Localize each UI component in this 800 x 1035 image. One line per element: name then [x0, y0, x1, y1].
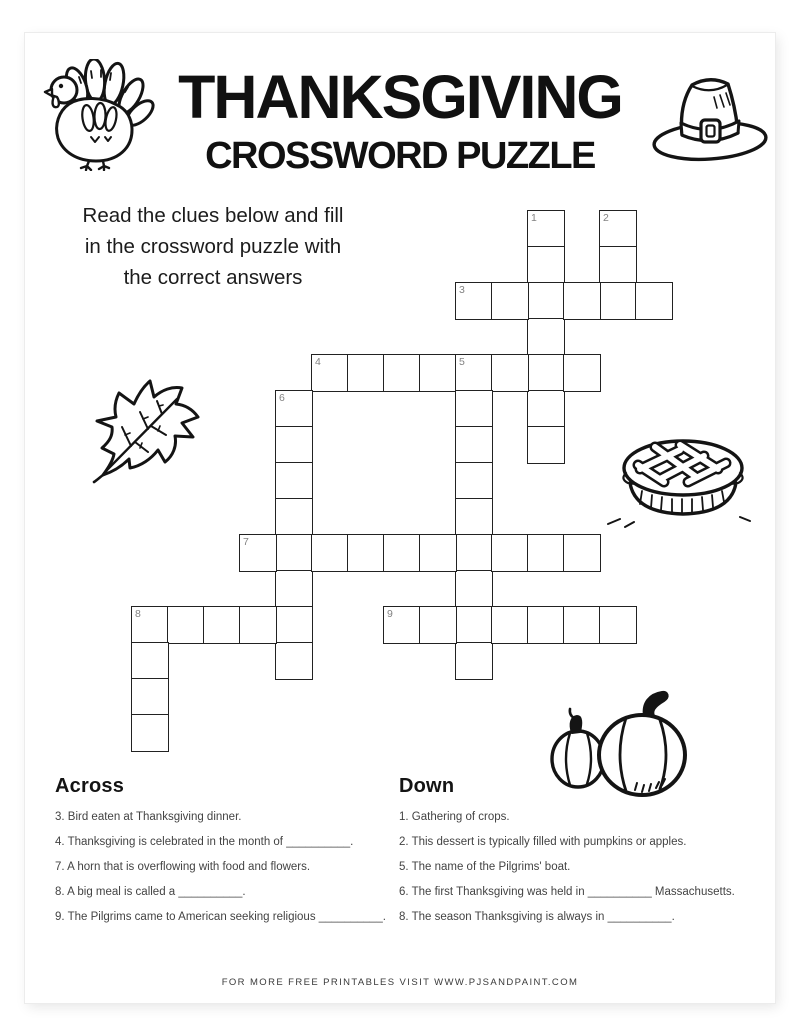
crossword-cell[interactable]	[275, 606, 313, 644]
crossword-cell[interactable]	[275, 498, 313, 536]
down-section	[399, 775, 759, 936]
crossword-cell[interactable]	[131, 606, 169, 644]
title-block	[135, 63, 665, 177]
clue-item: 5. The name of the Pilgrims' boat.	[399, 861, 571, 873]
lattice-pie-icon	[600, 425, 766, 529]
footer-text: FOR MORE FREE PRINTABLES VISIT WWW.PJSANDPAINT.COM	[221, 977, 579, 988]
crossword-cell[interactable]	[527, 426, 565, 464]
clue-number: 3	[459, 284, 465, 296]
crossword-cell[interactable]	[455, 534, 493, 572]
clue-item: 4. Thanksgiving is celebrated in the month of __________.	[55, 836, 354, 848]
crossword-cell[interactable]	[347, 354, 385, 392]
printable-page	[25, 33, 775, 1003]
crossword-cell[interactable]	[527, 354, 565, 392]
crossword-cell[interactable]	[275, 642, 313, 680]
crossword-cell[interactable]	[383, 534, 421, 572]
crossword-cell[interactable]	[347, 534, 385, 572]
page-title: THANKSGIVING	[178, 63, 622, 131]
clue-number: 7	[243, 536, 249, 548]
clue-item: 2. This dessert is typically filled with pumpkins or apples.	[399, 836, 687, 848]
clue-number: 9	[387, 608, 393, 620]
crossword-cell[interactable]	[203, 606, 241, 644]
crossword-cell[interactable]	[563, 282, 601, 320]
crossword-cell[interactable]	[239, 534, 277, 572]
crossword-cell[interactable]	[635, 282, 673, 320]
pilgrim-hat-icon	[648, 73, 772, 171]
crossword-cell[interactable]	[527, 282, 565, 320]
crossword-cell[interactable]	[419, 534, 457, 572]
across-section	[55, 775, 390, 936]
crossword-cell[interactable]	[599, 210, 637, 248]
crossword-cell[interactable]	[527, 318, 565, 356]
crossword-cell[interactable]	[239, 606, 277, 644]
autumn-leaf-icon	[91, 375, 209, 485]
crossword-cell[interactable]	[275, 390, 313, 428]
across-list	[55, 811, 390, 924]
crossword-cell[interactable]	[455, 462, 493, 500]
page-subtitle: CROSSWORD PUZZLE	[205, 135, 595, 177]
clue-number: 5	[459, 356, 465, 368]
instructions-line-1: Read the clues below and fill	[82, 204, 344, 227]
clue-item: 1. Gathering of crops.	[399, 811, 510, 823]
crossword-cell[interactable]	[383, 354, 421, 392]
crossword-cell[interactable]	[455, 354, 493, 392]
crossword-cell[interactable]	[527, 534, 565, 572]
clue-item: 8. A big meal is called a __________.	[55, 886, 246, 898]
crossword-cell[interactable]	[455, 282, 493, 320]
crossword-cell[interactable]	[491, 354, 529, 392]
crossword-cell[interactable]	[563, 534, 601, 572]
crossword-cell[interactable]	[311, 534, 349, 572]
crossword-cell[interactable]	[275, 534, 313, 572]
crossword-cell[interactable]	[455, 642, 493, 680]
crossword-cell[interactable]	[419, 606, 457, 644]
clue-number: 4	[315, 356, 321, 368]
crossword-cell[interactable]	[527, 210, 565, 248]
crossword-cell[interactable]	[599, 606, 637, 644]
crossword-cell[interactable]	[131, 678, 169, 716]
down-heading: Down	[399, 775, 455, 797]
crossword-cell[interactable]	[455, 498, 493, 536]
clue-item: 9. The Pilgrims came to American seeking religious __________.	[55, 911, 386, 923]
crossword-cell[interactable]	[455, 570, 493, 608]
clue-item: 6. The first Thanksgiving was held in __________ Massachusetts.	[399, 886, 735, 898]
clue-item: 7. A horn that is overflowing with food and flowers.	[55, 861, 311, 873]
crossword-cell[interactable]	[275, 570, 313, 608]
crossword-cell[interactable]	[455, 426, 493, 464]
turkey-eye	[59, 84, 63, 88]
clue-number: 6	[279, 392, 285, 404]
crossword-cell[interactable]	[419, 354, 457, 392]
down-list	[399, 811, 759, 924]
across-heading: Across	[55, 775, 125, 797]
crossword-cell[interactable]	[527, 390, 565, 428]
crossword-cell[interactable]	[311, 354, 349, 392]
crossword-cell[interactable]	[455, 390, 493, 428]
crossword-cell[interactable]	[455, 606, 493, 644]
crossword-cell[interactable]	[275, 462, 313, 500]
clue-number: 8	[135, 608, 141, 620]
instructions-line-3: the correct answers	[123, 266, 303, 289]
crossword-cell[interactable]	[491, 606, 529, 644]
crossword-cell[interactable]	[491, 534, 529, 572]
clue-number: 2	[603, 212, 609, 224]
crossword-cell[interactable]	[599, 282, 637, 320]
crossword-cell[interactable]	[527, 246, 565, 284]
crossword-cell[interactable]	[491, 282, 529, 320]
crossword-cell[interactable]	[275, 426, 313, 464]
crossword-cell[interactable]	[131, 642, 169, 680]
crossword-cell[interactable]	[167, 606, 205, 644]
clue-item: 8. The season Thanksgiving is always in __________.	[399, 911, 675, 923]
clue-number: 1	[531, 212, 537, 224]
clue-item: 3. Bird eaten at Thanksgiving dinner.	[55, 811, 242, 823]
crossword-cell[interactable]	[527, 606, 565, 644]
crossword-cell[interactable]	[563, 354, 601, 392]
crossword-cell[interactable]	[599, 246, 637, 284]
instructions-line-2: in the crossword puzzle with	[84, 235, 342, 258]
crossword-cell[interactable]	[131, 714, 169, 752]
crossword-cell[interactable]	[383, 606, 421, 644]
crossword-cell[interactable]	[563, 606, 601, 644]
